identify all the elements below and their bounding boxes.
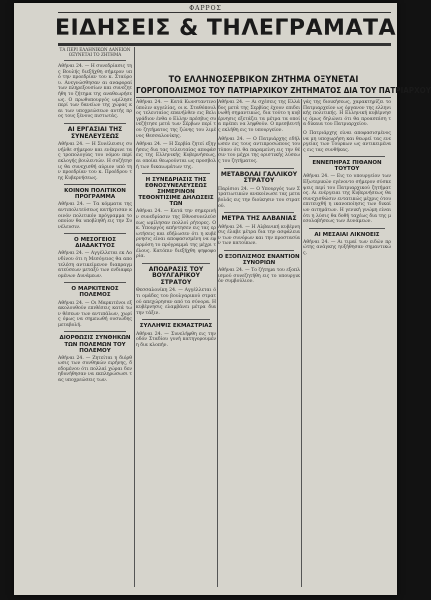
divider [64, 184, 126, 185]
divider [142, 319, 210, 320]
article-text: Αθήναι 24. — Αι τιμαί των ειδών πρώτης ανάγκης ηυξήθησαν σημαντικώς. [303, 239, 391, 257]
column-rule [301, 99, 302, 587]
article-text: Αθήναι 24. — Αι σχέσεις της Ελλάδος μετά της Σερβίας έχουν επιδεινωθή σημαντικώς, δια τούτο η κυβέρνησις εξετάζει τα μέτρα τα οποία πρέπει να ληφθούν. Ο πρεσβευτής εκλήθη εις το υπουργείον. [218, 100, 300, 133]
article-text: γάς της διοικήσεως, χαρακτηρίζει το Πατριαρχείον ως όργανον της ελληνικής πολιτικής. Η Ελληνική κυβέρνησις όμως δηλώνει ότι θα προασπίση τα δίκαια του Πατριαρχείου. [303, 100, 391, 128]
headline-rule [58, 43, 391, 46]
divider [64, 123, 126, 124]
article-text: Αθήναι 24. — Τα κόμματα της αντιπολιτεύσεως κατήρτισαν κοινόν πολιτικόν πρόγραμμα το οποίον θα υποβληθή εις την Συνέλευσιν. [58, 202, 132, 230]
divider [142, 263, 210, 264]
column-1 [58, 47, 132, 589]
column-rule [134, 47, 135, 587]
article-heading: ΜΕΤΑΒΟΛΑΙ ΓΑΛΛΙΚΟΥ ΣΤΡΑΤΟΥ [220, 170, 298, 185]
article-text: Παρίσιοι 24. — Ο Υπουργός των Στρατιωτικών ανεκοίνωσε τας μεταβολάς εις την διοίκησιν του στρατού. [218, 186, 300, 209]
article-text: Αθήναι 24. — Η συνεδρίασις της Βουλής διεξήχθη σήμερον υπό την προεδρίαν του κ. Σταύρου. Ανεγνώσθησαν αι αναφοραί των πληρεξουσίων και συνεζητήθη το ζήτημα της αναθεωρήσεως. Ο πρωθυπουργός ωμίλησε περί των δανείων της χώρας και των υποχρεώσεων αυτής προς τους ξένους πιστωτάς. [58, 64, 133, 120]
divider [224, 250, 294, 251]
banner-headline: ΤΟ ΕΛΛΗΝΟΣΕΡΒΙΚΟΝ ΖΗΤΗΜΑ ΟΞΥΝΕΤΑΙ [168, 75, 359, 85]
newspaper-page [14, 3, 431, 595]
divider [224, 212, 294, 213]
article-text: Θεσσαλονίκη 24. — Αγγέλλεται ότι ομάδες του βουλγαρικού στρατού απεχώρησαν από τα σύνορα. Η κυβέρνησις ελαμβάνει μέτρα δια την τάξιν. [136, 288, 216, 316]
article-heading: ΑΙ ΕΡΓΑΣΙΑΙ ΤΗΣ ΣΥΝΕΛΕΥΣΕΩΣ [67, 125, 123, 140]
divider [64, 282, 126, 283]
divider [64, 233, 126, 234]
col1-top-heading: ΤΑ ΠΕΡΙ ΕΛΛΗΝΙΚΩΝ ΔΑΝΕΙΩΝ ΟΞΥΝΕΤΑΙ ΤΟ ΖΗΤΗΜΑ [59, 47, 131, 57]
divider [309, 156, 385, 157]
section-headline: ΕΙΔΗΣΕΙΣ & ΤΗΛΕΓΡΑΜΑΤΑ [54, 15, 397, 41]
divider [142, 173, 210, 174]
article-heading: Ο ΕΞΟΠΛΙΣΜΟΣ ΕΝΑΝΤΙΟΝ ΣΥΝΟΡΙΩΝ [218, 254, 300, 267]
article-heading: ΚΟΙΝΟΝ ΠΟΛΙΤΙΚΟΝ ΠΡΟΓΡΑΜΜΑ [64, 188, 126, 201]
article-text: Αθήναι 24. — Ζητείται η διόρθωσις των συνθηκών ειρήνης, δεδομένου ότι πολλαί χώραι δεν ηδυνήθησαν να εκπληρώσωσι τας υποχρεώσεις των. [58, 355, 132, 383]
divider [64, 60, 126, 61]
article-text: Αθήναι 24. — Ο Πατριάρχης εδήλωσεν εις τους αντιπροσώπους του τύπου ότι θα παραμείνη εις την θέσιν του μέχρι της οριστικής λύσεως του ζητήματος. [218, 136, 300, 164]
article-heading: ΕΝΝΕΠΗΡΑΣ ΠΙΘΑΝΟΝ ΤΟΥΤΟΥ [312, 160, 382, 173]
article-heading: Η ΣΥΝΕΔΡΙΑΣΙΣ ΤΗΣ ΕΘΝΟΣΥΝΕΛΕΥΣΕΩΣ ΣΗΜΕΡΙΝΟΝ ΤΕΘΟΝΤΙΣΙΜΕ ΔΗΛΩΣΕΙΣ ΤΩΝ [138, 177, 214, 208]
article-heading: ΑΠΟΔΡΑΣΙΣ ΤΟΥ ΒΟΥΛΓΑΡΙΚΟΥ ΣΤΡΑΤΟΥ [148, 265, 204, 286]
banner-rule [136, 97, 391, 98]
divider [309, 228, 385, 229]
newspaper-masthead: ΦΑΡΡΟΣ [189, 5, 222, 12]
article-text: Αθήναι 24. — Κατά την σημερινήν συνεδρίασιν της Εθνοσυνελεύσεως ωμίλησαν πολλοί ρήτορες. Ο κ. Υπουργός απήντησεν εις τας ερωτήσεις και εδήλωσεν ότι η κυβέρνησις είναι αποφασισμένη να εφαρμόση το πρόγραμμά της μέχρι τέλους. Κατόπιν διεξήχθη ψηφοφορία. [136, 209, 216, 260]
banner-subheadline: ΓΟΡΓΟΠΟΛΙΣΜΟΣ ΤΟΥ ΠΑΤΡΙΑΡΧΙΚΟΥ ΖΗΤΗΜΑΤΟΣ ΔΙΑ ΤΟΥ ΠΑΤΡΙΑΡΧΟΥ [136, 86, 431, 95]
article-text: Αθήναι 24. — Το ζήτημα του εξοπλισμού συνεζητήθη εις το υπουργικόν συμβούλιον. [218, 268, 300, 285]
divider [64, 331, 126, 332]
column-2 [136, 100, 216, 589]
article-heading: Ο ΜΑΡΚΙΤΕΝΟΣ ΠΟΛΕΜΟΣ [71, 286, 119, 299]
article-text: Αθήναι 24. — Αγγέλλεται εκ Λονδίνου ότι η Μεσόγειος θα αποτελέση αντικείμενον διαπραγματεύσεων μεταξύ των ενδιαφερομένων Δυνάμεων. [58, 251, 132, 279]
article-heading: ΣΥΛΛΗΨΙΣ ΕΚΜΑΣΤΡΙΑΣ [139, 323, 213, 330]
column-3 [218, 100, 300, 589]
article-text: Αθήναι 24. — Κατά Κωνσταντινούπολιν αγγελίας, οι κ. Σταθόπουλος τελευταίος επανήλθεν εις Βελιγράδιον ένθα ο Ελλην πρέσβυς συνεζήτησε μετά των Σέρβων περί του ζητήματος της ζώνης του λιμένος Θεσσαλονίκης. [136, 100, 216, 139]
article-heading: ΔΙΟΡΘΩΣΙΣ ΣΥΝΘΗΚΩΝ ΤΩΝ ΠΟΛΕΜΩΝ ΤΟΥ ΠΟΛΕΜΟΥ [59, 335, 131, 354]
article-text: Αθήναι 24. — Η Συνέλευσις συνήλθε σήμερον και ενέκρινε τας τροπολογίας του νόμου περί εκλογής βουλευτών. Η συζήτησις θα συνεχισθή αύριον υπό την προεδρίαν του κ. Προέδρου της Κυβερνήσεως. [58, 142, 132, 181]
article-text: Αθήναι 24. — Συνελήφθη εις την οδόν Σταδίου γυνή κατηγορουμένη δια κλοπήν. [136, 331, 216, 348]
top-rule [58, 12, 391, 13]
article-heading: ΑΙ ΜΕΣΑΙΑΙ ΛΙΚΝΟΕΙΣ [314, 231, 380, 238]
article-text: Αθήναι 24. — Η Σερβία ζητεί εξηγήσεις δια τας τελευταίας αποφάσεις της Ελληνικής Κυβερνήσεως, αι οποίαι θεωρούνται ως προσβολή των δικαιωμάτων της. [136, 142, 216, 170]
article-text: Αθήναι 24. — Εις το υπουργείον των Εξωτερικών εγένοντο σήμερον σύσκεψεις περί του Πατριαρχικού ζητήματος. Αι ενέργειαι της Κυβερνήσεως θα συνεχισθώσιν εντατικώς μέχρις ότου επιτευχθή η ικανοποίησις των δικαίων αιτημάτων. Η γενική γνώμη είναι ότι η λύσις θα δοθή ταχέως δια της μεσολαβήσεως των Δυνάμεων. [303, 174, 391, 225]
article-text: Αθήναι 24. — Οι Μαρκιτένοι εξακολουθούν επιθέσεις κατά των θέσεων των αντιπάλων, χωρίς όμως να σημειωθή ουσιώδης μεταβολή. [58, 300, 132, 328]
divider [224, 168, 294, 169]
column-4 [303, 100, 391, 589]
article-heading: ΜΕΤΡΑ ΤΗΣ ΑΛΒΑΝΙΑΣ [221, 215, 297, 223]
article-text: Ο Πατριάρχης είναι αποφασισμένος να μη υποχωρήση και θεωρεί τας ενεργείας των Τούρκων ως αντικειμένας εις τας συνθήκας. [303, 130, 391, 153]
article-heading: Ο ΜΕΣΟΓΕΙΟΣ ΔΙΑΔΑΚΤΥΟΣ [74, 237, 116, 250]
article-text: Αθήναι 24. — Η Αλβανική κυβέρνησις έλαβε μέτρα δια την ασφάλειαν των συνόρων και την προστασίαν των κατοίκων. [218, 224, 300, 247]
